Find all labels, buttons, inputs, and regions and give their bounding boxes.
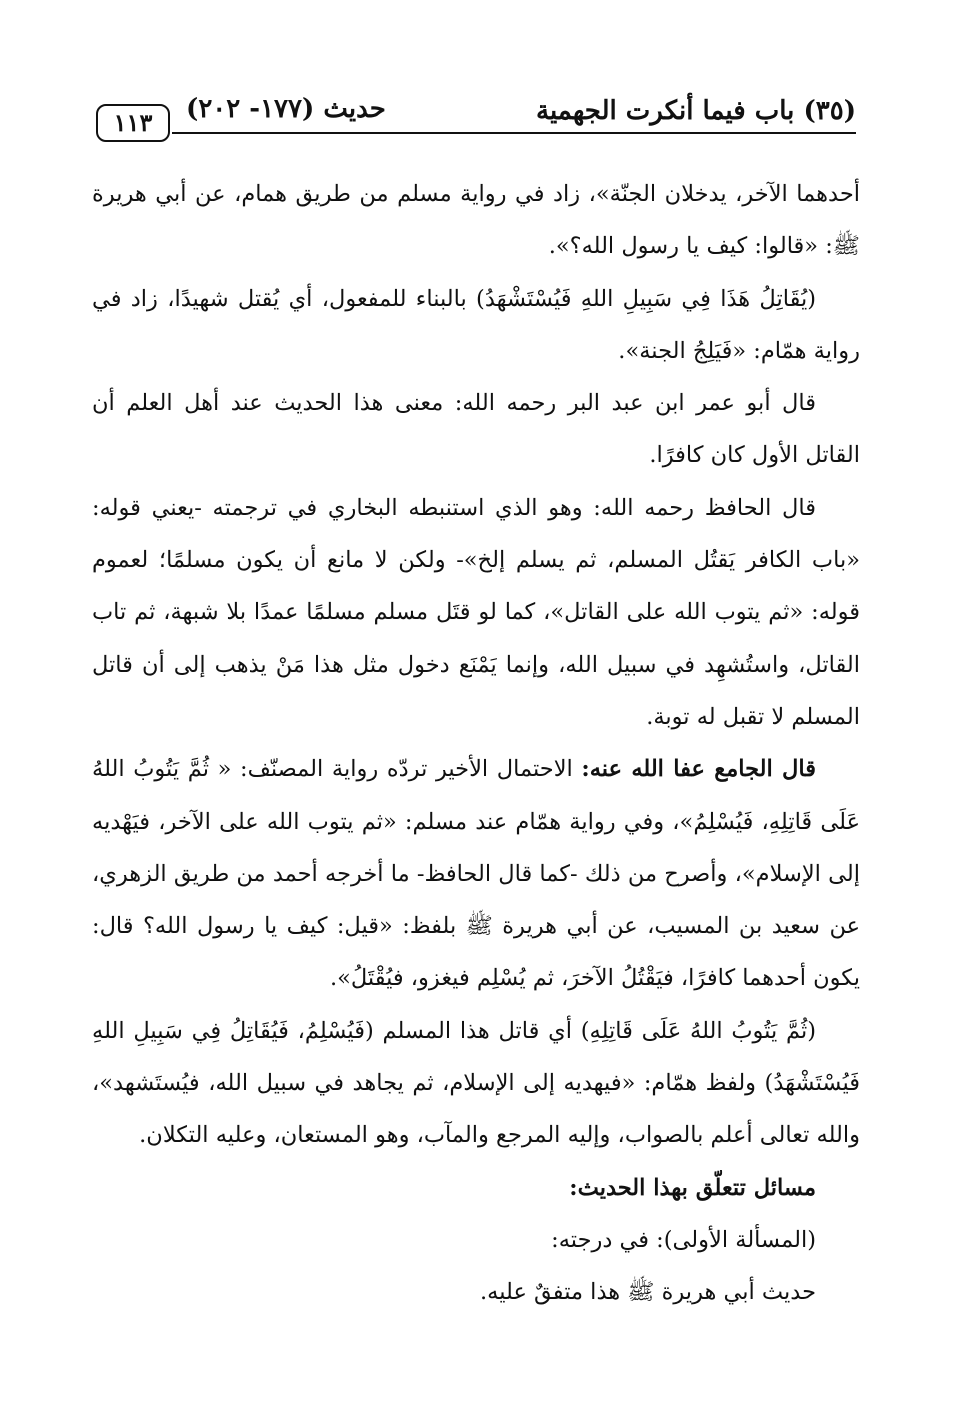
paragraph-4: قال الحافظ رحمه الله: وهو الذي استنبطه البخاري في ترجمته -يعني قوله: «باب الكافر يَقتُل المسلم، ثم يسلم إلخ»- ولكن لا مانع أن يكون مسلمًا؛ لعموم قوله: «ثم يتوب الله على القاتل»، كما لو قتَل مسلم مسلمًا عمدًا بلا شبهة، ثم تاب القاتل، واستُشهِد في سبيل الله، وإنما يَمْنَع دخول مثل هذا مَنْ يذهب إلى أن قاتل المسلم لا تقبل له توبة. — [92, 494, 860, 730]
paragraph-8: حديث أبي هريرة ﷺ هذا متفقٌ عليه. — [480, 1279, 816, 1306]
page-header — [90, 86, 856, 150]
chapter-title: (٣٥) باب فيما أنكرت الجهمية — [536, 96, 856, 126]
compiler-note-lead: قال الجامع عفا الله عنه: — [581, 756, 816, 783]
paragraph-5 — [92, 743, 860, 1004]
paragraph-2: (يُقَاتِلُ هَذَا فِي سَبِيلِ اللهِ فَيُسْتَشْهَدُ) بالبناء للمفعول، أي يُقتل شهيدًا، زاد في رواية همّام: «فَيَلِجُ الجنة». — [92, 285, 860, 364]
page-number: ١١٣ — [96, 104, 170, 142]
section-heading: مسائل تتعلّق بهذا الحديث: — [569, 1174, 816, 1201]
paragraph-7: (المسألة الأولى): في درجته: — [551, 1226, 816, 1253]
compiler-note-text: الاحتمال الأخير تردّه رواية المصنّف: « ثُمَّ يَتُوبُ اللهُ عَلَى قَاتِلِهِ، فَيُسْلِمُ»، وفي رواية همّام عند مسلم: «ثم يتوب الله على الآخر، فيَهْديه إلى الإسلام»، وأصرح من ذلك -كما قال الحافظ- ما أخرجه أحمد من طريق الزهري، عن سعيد بن المسيب، عن أبي هريرة ﷺ بلفظ: «قيل: كيف يا رسول الله؟ قال: يكون أحدهما كافرًا، فيَقْتُلُ الآخرَ، ثم يُسْلِم فيغزو، فيُقْتَلُ». — [92, 756, 860, 992]
paragraph-3: قال أبو عمر ابن عبد البر رحمه الله: معنى هذا الحديث عند أهل العلم أن القاتل الأول كان كافرًا. — [92, 390, 860, 469]
paragraph-6: (ثُمَّ يَتُوبُ اللهُ عَلَى قَاتِلِهِ) أي قاتل هذا المسلم (فَيُسْلِمُ، فَيُقَاتِلُ فِي سَبِيلِ اللهِ فَيُسْتَشْهَدُ) ولفظ همّام: «فيهديه إلى الإسلام، ثم يجاهد في سبيل الله، فيُستَشهد»، والله تعالى أعلم بالصواب، وإليه المرجع والمآب، وهو المستعان، وعليه التكلان. — [92, 1017, 860, 1149]
hadith-range: حديث (١٧٧- ٢٠٢) — [186, 94, 386, 124]
paragraph-1: أحدهما الآخر، يدخلان الجنّة»، زاد في رواية مسلم من طريق همام، عن أبي هريرة ﷺ: «قالوا: كيف يا رسول الله؟». — [92, 181, 860, 260]
page-body — [92, 168, 860, 1319]
header-divider — [172, 132, 856, 134]
